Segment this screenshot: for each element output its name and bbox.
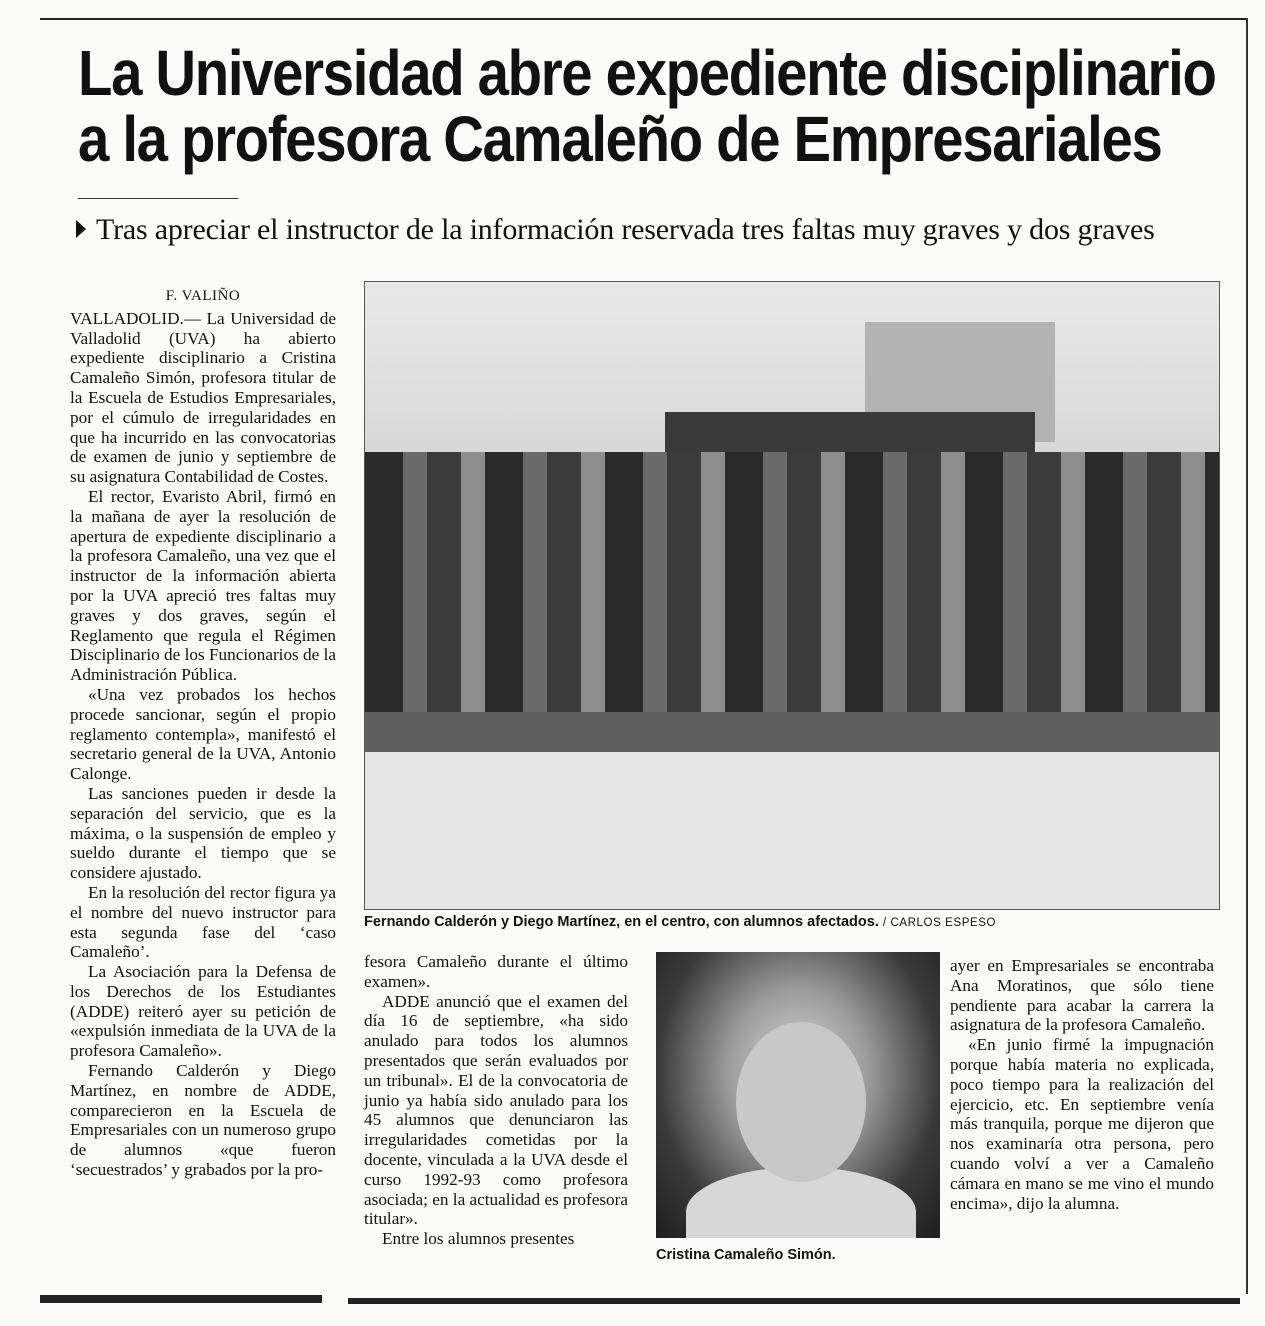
headline-line-2: a la profesora Camaleño de Empresariales (78, 103, 1162, 175)
paragraph: ayer en Empresariales se encontraba Ana Moratinos, que sólo tiene pendiente para acabar la carrera la asignatura de la profesora Camaleño. (950, 956, 1214, 1035)
paragraph: ADDE anunció que el examen del día 16 de septiembre, «ha sido anulado para todos los alumnos presentados que serán evaluados por un tribunal». El de la convocatoria de junio ya había sido anulado para los 45 alumnos que denunciaron las irregularidades cometidas por la docente, vinculada a la UVA desde el curso 1992-93 como profesora asociada; en la actualidad es profesora titular». (364, 991, 628, 1229)
headline (78, 37, 1216, 175)
group-photo-caption (364, 914, 1224, 930)
triangle-bullet-icon (76, 220, 86, 238)
headline-line-1: La Universidad abre expediente disciplinario (78, 37, 1216, 109)
photo-credit: / CARLOS ESPESO (882, 917, 997, 929)
paragraph: Fernando Calderón y Diego Martínez, en nombre de ADDE, comparecieron en la Escuela de Empresariales con un numeroso grupo de alumnos «que fueron ‘secuestrados’ y grabados por la pro- (70, 1061, 336, 1180)
headline-rule (78, 198, 238, 199)
column-b (364, 952, 628, 1249)
portrait-photo (656, 952, 940, 1238)
group-photo (364, 281, 1220, 910)
paragraph: «En junio firmé la impugnación porque había materia no explicada, poco tiempo para la realización del ejercicio, etc. En septiembre venía más tranquila, porque me dijeron que nos examinaría otra persona, pero cuando volví a ver a Camaleño cámara en mano se me vino el mundo encima», dijo la alumna. (950, 1035, 1214, 1213)
paragraph: En la resolución del rector figura ya el nombre del nuevo instructor para esta segunda fase del ‘caso Camaleño’. (70, 882, 336, 962)
column-a (70, 287, 336, 1180)
paragraph: VALLADOLID.— La Universidad de Valladolid (UVA) ha abierto expediente disciplinario a Cristina Camaleño Simón, profesora titular de la Escuela de Estudios Empresariales, por el cúmulo de irregularidades en que ha incurrido en las convocatorias de examen de junio y septiembre de su asignatura Contabilidad de Costes. (70, 308, 336, 487)
deck (76, 208, 1226, 252)
paragraph: La Asociación para la Defensa de los Derechos de los Estudiantes (ADDE) reiteró ayer su petición de «expulsión inmediata de la UVA de la profesora Camaleño». (70, 962, 336, 1061)
bottom-rule-left (40, 1295, 322, 1303)
paragraph: Las sanciones pueden ir desde la separación del servicio, que es la máxima, o la suspensión de empleo y sueldo durante el tiempo que se considere ajustado. (70, 783, 336, 883)
photo-students (365, 452, 1219, 712)
top-frame-rule (40, 18, 1248, 20)
right-frame-rule (1246, 18, 1248, 1294)
paragraph: Entre los alumnos presentes (382, 1229, 575, 1249)
caption-text: Fernando Calderón y Diego Martínez, en el centro, con alumnos afectados. (364, 914, 879, 930)
paragraph: El rector, Evaristo Abril, firmó en la mañana de ayer la resolución de apertura de expediente disciplinario a la profesora Camaleño, una vez que el instructor de la información abierta por la UVA apreció tres faltas muy graves y dos graves, según el Reglamento que regula el Régimen Disciplinario de los Funcionarios de la Administración Pública. (70, 486, 336, 685)
photo-chairs (365, 712, 1219, 752)
paragraph: «Una vez probados los hechos procede sancionar, según el propio reglamento contempla», manifestó el secretario general de la UVA, Antonio Calonge. (70, 684, 336, 784)
photo-desk (365, 752, 1219, 909)
deck-text: Tras apreciar el instructor de la información reservada tres faltas muy graves y dos graves (96, 213, 1155, 246)
bottom-rule-right (348, 1298, 1240, 1304)
byline: F. VALIÑO (165, 288, 241, 304)
portrait-caption: Cristina Camaleño Simón. (656, 1247, 836, 1263)
column-c (950, 956, 1214, 1213)
paragraph: fesora Camaleño durante el último examen». (364, 952, 628, 991)
portrait-face (736, 1022, 866, 1182)
